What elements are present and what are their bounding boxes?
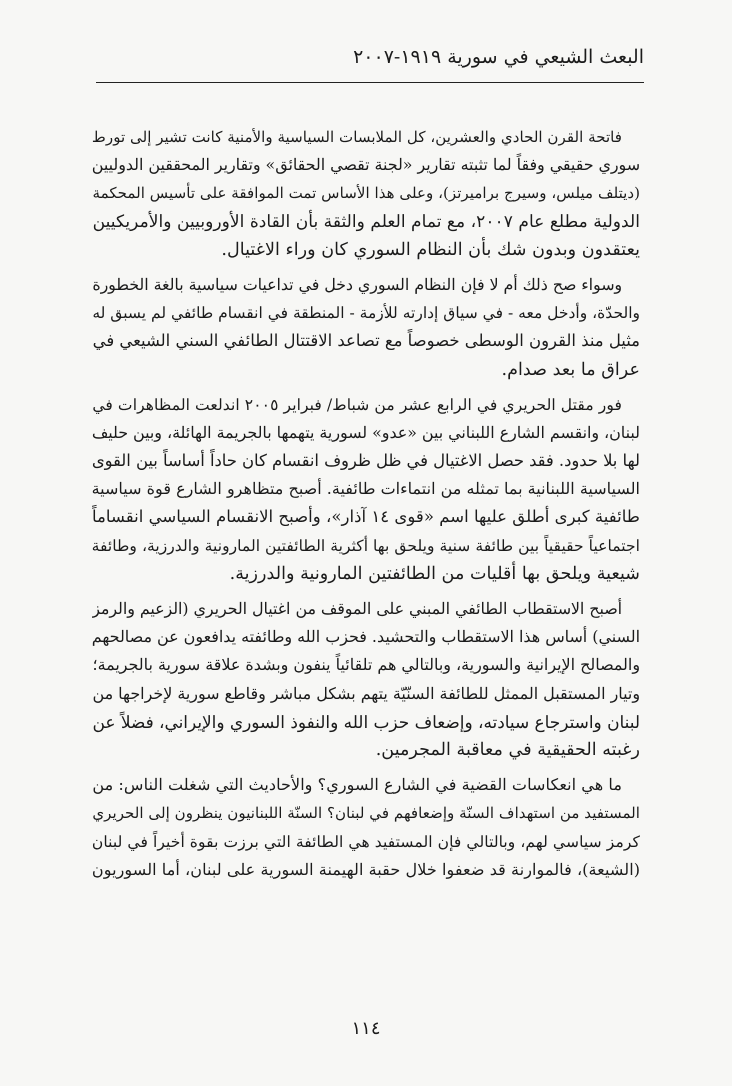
text-line: وسواء صح ذلك أم لا فإن النظام السوري دخل في تداعيات سياسية بالغة الخطورة — [92, 274, 622, 294]
text-line: وتيار المستقبل الممثل للطائفة السنّيّة يتهم بشكل مباشر وقاطع سورية لإخراجها من — [92, 683, 640, 703]
text-line: (ديتلف ميلس، وسيرج براميرتز)، وعلى هذا الأساس تمت الموافقة على تأسيس المحكمة — [92, 184, 640, 203]
text-line: والحدّة، وأدخل معه - في سياق إدارته للأزمة - المنطقة في انقسام طائفي لم يسبق له — [92, 304, 640, 323]
text-line: رغبته الحقيقية في معاقبة المجرمين. — [375, 739, 640, 760]
paragraph-gap — [92, 764, 640, 771]
text-line: فاتحة القرن الحادي والعشرين، كل الملابسات السياسية والأمنية كانت تشير إلى تورط — [92, 128, 622, 146]
text-line: عراق ما بعد صدام. — [501, 359, 640, 380]
running-head: البعث الشيعي في سورية ١٩١٩-٢٠٠٧ — [353, 46, 644, 68]
text-line: فور مقتل الحريري في الرابع عشر من شباط/ فبراير ٢٠٠٥ اندلعت المظاهرات في — [92, 394, 622, 414]
paragraph-gap — [92, 588, 640, 595]
paragraph-gap — [92, 264, 640, 271]
text-line: مثيل منذ القرون الوسطى خصوصاً مع تصاعد الاقتتال الطائفي السني الشيعي في — [92, 331, 640, 351]
text-line: أصبح الاستقطاب الطائفي المبني على الموقف من اغتيال الحريري (الزعيم والرمز — [92, 599, 622, 618]
text-line: لبنان، وانقسم الشارع اللبناني بين «عدو» لسورية يتهمها بالجريمة الهائلة، وبين حليف — [92, 422, 640, 442]
header-rule — [96, 82, 644, 83]
text-line: ما هي انعكاسات القضية في الشارع السوري؟ والأحاديث التي شغلت الناس: من — [92, 775, 622, 795]
text-line: المستفيد من استهداف السنّة وإضعافهم في لبنان؟ السنّة اللبنانيون ينظرون إلى الحريري — [92, 804, 640, 823]
paragraph-gap — [92, 384, 640, 391]
text-line: لبنان واسترجاع سيادته، وإضعاف حزب الله والنفوذ السوري والإيراني، فضلاً عن — [92, 711, 640, 732]
paragraph — [92, 123, 640, 264]
page-number: ١١٤ — [351, 1018, 381, 1039]
text-line: السياسية اللبنانية بما تمثله من انتماءات طائفية. أصبح متظاهرو الشارع قوة سياسية — [92, 479, 640, 499]
text-line: السني) أساس هذا الاستقطاب والتحشيد. فحزب الله وطائفته يدافعون عن مصالحهم — [92, 627, 640, 647]
text-line: لها بلا حدود. فقد حصل الاغتيال في ظل ظروف انقسام كان حاداً أساساً بين القوى — [92, 451, 640, 471]
text-line: كرمز سياسي لهم، وبالتالي فإن المستفيد هي الطائفة التي برزت بقوة أخيراً في لبنان — [92, 831, 640, 851]
text-line: والمصالح الإيرانية والسورية، وبالتالي هم تلقائياً ينفون وبشدة علاقة سورية بالجريمة؛ — [92, 655, 640, 675]
paragraph — [92, 271, 640, 384]
text-line: يعتقدون وبدون شك بأن النظام السوري كان وراء الاغتيال. — [221, 239, 640, 260]
text-line: اجتماعياً حقيقياً بين طائفة سنية ويلحق بها أكثرية الطائفتين المارونية والدرزية، وطائفة — [92, 535, 640, 555]
text-line: شيعية ويلحق بها أقليات من الطائفتين المارونية والدرزية. — [229, 563, 640, 584]
text-line: (الشيعة)، فالموارنة قد ضعفوا خلال حقبة الهيمنة السورية على لبنان، أما السوريون — [92, 859, 640, 879]
text-line: سوري حقيقي وفقاً لما تثبته تقارير «لجنة تقصي الحقائق» وتقارير المحققين الدوليين — [92, 155, 640, 175]
paragraph — [92, 771, 640, 884]
text-line: الدولية مطلع عام ٢٠٠٧، مع تمام العلم والثقة بأن القادة الأوروبيين والأمريكيين — [92, 211, 640, 232]
paragraph — [92, 595, 640, 764]
body-text — [92, 123, 640, 884]
text-line: طائفية كبرى أطلق عليها اسم «قوى ١٤ آذار»، وأصبح الانقسام السياسي انقساماً — [92, 507, 640, 527]
paragraph — [92, 391, 640, 588]
